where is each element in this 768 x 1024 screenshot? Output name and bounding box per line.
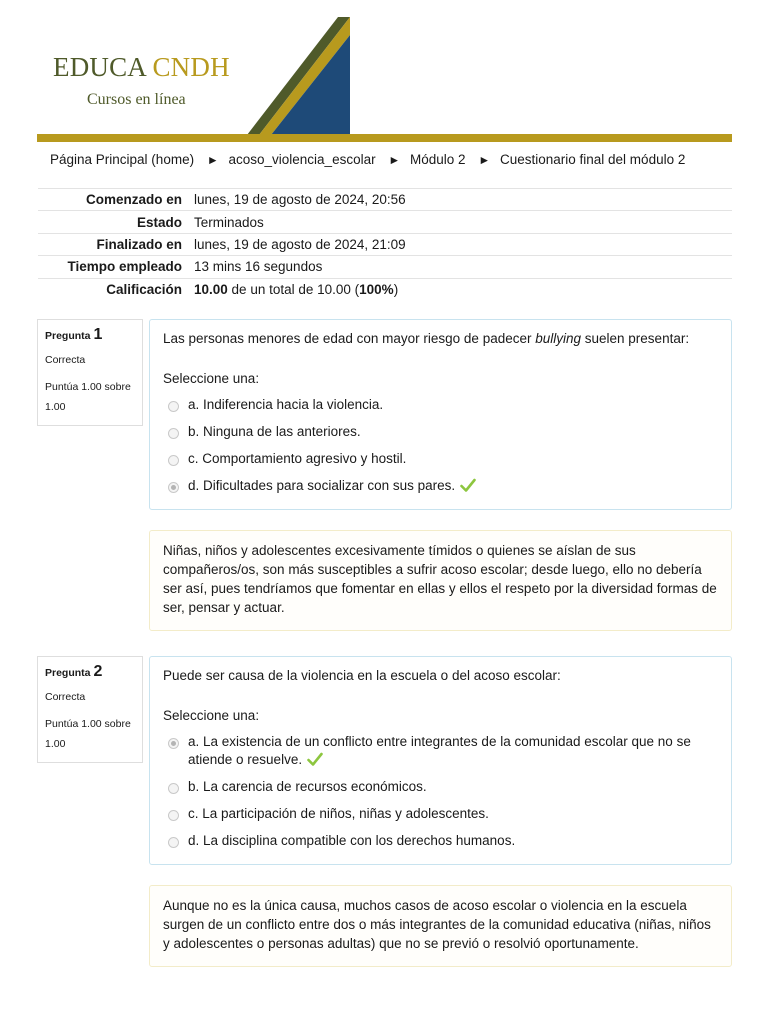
answer-option-c[interactable]: [163, 446, 718, 473]
breadcrumb-separator-icon: ►: [206, 153, 219, 167]
summary-value: lunes, 19 de agosto de 2024, 21:09: [194, 236, 406, 252]
answer-option-d[interactable]: [163, 473, 718, 500]
question-grade: Puntúa 1.00 sobre 1.00: [45, 718, 131, 750]
grade-value: [188, 278, 732, 300]
radio-button-selected[interactable]: [168, 738, 179, 749]
grade-percent: 100%: [359, 282, 394, 297]
question-number: [45, 326, 142, 344]
answer-label: c. La participación de niños, niñas y adolescentes.: [188, 806, 489, 821]
summary-row-grade: [38, 278, 732, 300]
answer-label: b. La carencia de recursos económicos.: [188, 779, 427, 794]
radio-button[interactable]: [168, 837, 179, 848]
answer-label: d. La disciplina compatible con los derechos humanos.: [188, 833, 516, 848]
logo-word-cndh: CNDH: [152, 52, 230, 82]
answer-prompt: Seleccione una:: [163, 708, 260, 723]
question-text-emphasis: bullying: [535, 331, 582, 346]
answer-label-container: [188, 733, 718, 769]
summary-row-state: [38, 211, 732, 233]
site-logo[interactable]: [53, 52, 230, 83]
logo-word-educa: EDUCA: [53, 52, 146, 82]
answer-label: b. Ninguna de las anteriores.: [188, 424, 361, 439]
question-grade: Puntúa 1.00 sobre 1.00: [45, 381, 131, 413]
header-divider: [37, 134, 732, 142]
question-text-part: suelen presentar:: [581, 331, 690, 346]
answer-option-b[interactable]: [163, 419, 718, 446]
radio-button-selected[interactable]: [168, 482, 179, 493]
answer-label-container: [188, 477, 476, 495]
question-state: Correcta: [45, 354, 86, 366]
answer-option-a[interactable]: [163, 392, 718, 419]
answer-option-d[interactable]: [163, 828, 718, 855]
summary-label: Tiempo empleado: [67, 259, 182, 275]
grade-total-text: de un total de 10.00 (: [227, 282, 360, 297]
question-2-info: [37, 656, 143, 763]
answer-option-b[interactable]: [163, 774, 718, 801]
summary-label: Estado: [136, 214, 182, 230]
correct-check-icon: [460, 478, 476, 493]
correct-check-icon: [307, 752, 323, 767]
radio-button[interactable]: [168, 810, 179, 821]
summary-row-started: [38, 189, 732, 211]
summary-value: 13 mins 16 segundos: [194, 259, 323, 275]
question-1-info: [37, 319, 143, 426]
question-text: [163, 330, 718, 348]
breadcrumb-separator-icon: ►: [478, 153, 491, 167]
answer-prompt: Seleccione una:: [163, 371, 260, 386]
breadcrumb-home-link[interactable]: Página Principal (home): [50, 152, 195, 167]
radio-button[interactable]: [168, 401, 179, 412]
radio-button[interactable]: [168, 428, 179, 439]
answer-label: a. La existencia de un conflicto entre integrantes de la comunidad escolar que no se atiende o resuelve.: [188, 734, 691, 767]
answer-option-c[interactable]: [163, 801, 718, 828]
question-2-feedback: Aunque no es la única causa, muchos casos de acoso escolar o violencia en la escuela surgen de un conflicto entre dos o más integrantes de la comunidad educativa (niñas, niños y adolescentes o personas adultas) que no se previó o resolvió oportunamente.: [149, 885, 732, 967]
question-text-part: Las personas menores de edad con mayor riesgo de padecer: [163, 331, 536, 346]
question-state: Correcta: [45, 691, 86, 703]
summary-label: Comenzado en: [85, 192, 182, 208]
question-number-value: 2: [93, 663, 103, 680]
breadcrumb-module-link[interactable]: Módulo 2: [410, 152, 466, 167]
logo-subtitle: Cursos en línea: [87, 91, 186, 108]
question-1-content: [149, 319, 732, 510]
breadcrumb-separator-icon: ►: [388, 153, 401, 167]
breadcrumb-course-link[interactable]: acoso_violencia_escolar: [228, 152, 376, 167]
grade-score: 10.00: [194, 282, 228, 297]
question-number-value: 1: [93, 326, 103, 343]
question-label: Pregunta: [45, 667, 91, 679]
breadcrumb-quiz-link[interactable]: Cuestionario final del módulo 2: [499, 152, 686, 167]
radio-button[interactable]: [168, 455, 179, 466]
answer-option-a[interactable]: [163, 729, 718, 774]
breadcrumb: [50, 152, 685, 167]
radio-button[interactable]: [168, 783, 179, 794]
summary-label: Finalizado en: [96, 236, 182, 252]
site-header: [0, 0, 768, 142]
question-2-content: [149, 656, 732, 865]
summary-value: Terminados: [194, 214, 264, 230]
question-1-feedback: Niñas, niños y adolescentes excesivamente tímidos o quienes se aíslan de sus compañeros/os, son más susceptibles a sufrir acoso escolar; desde luego, ello no debería ser así, pues tendríamos que fomentar en ellas y ellos el respeto por la diversidad formas de ser, pensar y actuar.: [149, 530, 732, 631]
question-text: Puede ser causa de la violencia en la escuela o del acoso escolar:: [163, 668, 561, 683]
question-number: [45, 663, 142, 681]
summary-label: Calificación: [106, 282, 182, 297]
summary-row-time-taken: [38, 256, 732, 278]
answer-label: d. Dificultades para socializar con sus pares.: [188, 478, 456, 493]
question-label: Pregunta: [45, 330, 91, 342]
answer-label: c. Comportamiento agresivo y hostil.: [188, 451, 407, 466]
logo-stripes-graphic: [247, 17, 351, 135]
answer-label: a. Indiferencia hacia la violencia.: [188, 397, 384, 412]
summary-value: lunes, 19 de agosto de 2024, 20:56: [194, 192, 406, 208]
attempt-summary-table: [38, 188, 732, 300]
summary-row-finished: [38, 233, 732, 255]
grade-close-paren: ): [393, 282, 399, 297]
